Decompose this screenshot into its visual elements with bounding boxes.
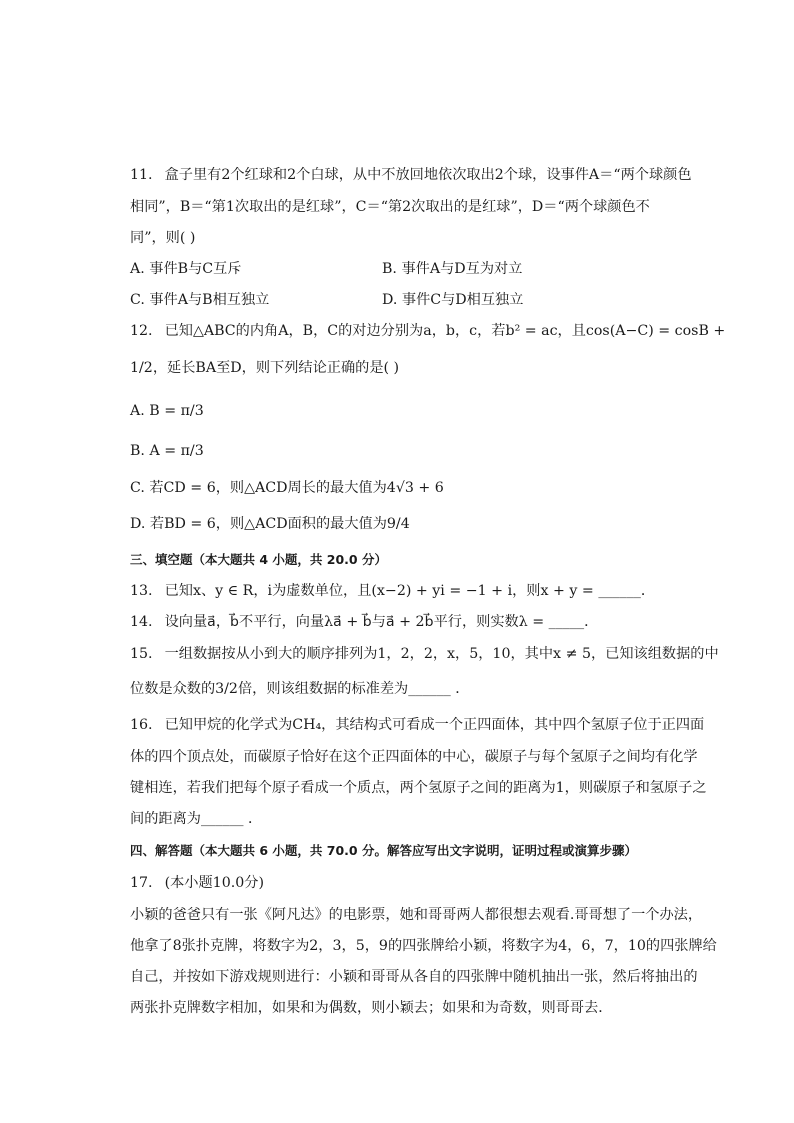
- q13-text: 已知x、y ∈ R，i为虚数单位，且(x−2) + yi = −1 + i，则x + y = ______．: [164, 583, 656, 599]
- q11-number: 11.: [130, 167, 153, 183]
- q16-text-1: 已知甲烷的化学式为CH₄，其结构式可看成一个正四面体，其中四个氢原子位于正四面: [164, 717, 705, 733]
- q13-number: 13.: [130, 583, 153, 599]
- q15-text-1: 一组数据按从小到大的顺序排列为1，2，2，x，5，10，其中x ≠ 5，已知该组数据的中: [164, 646, 719, 662]
- q12-option-a: A. B = π/3: [130, 403, 204, 419]
- q16-line2: 体的四个顶点处，而碳原子恰好在这个正四面体的中心，碳原子与每个氢原子之间均有化学: [130, 749, 698, 765]
- q11-option-c: C. 事件A与B相互独立: [130, 292, 270, 308]
- q15-line2: 位数是众数的3/2倍，则该组数据的标准差为______ ．: [130, 681, 470, 697]
- q11-option-a: A. 事件B与C互斥: [130, 261, 242, 277]
- q17-header: [130, 874, 264, 892]
- q16-line3: 键相连，若我们把每个原子看成一个质点，两个氢原子之间的距离为1，则碳原子和氢原子之: [130, 780, 707, 796]
- q11-line1: [130, 166, 692, 184]
- q12-option-b: B. A = π/3: [130, 443, 204, 459]
- q11-option-d: D. 事件C与D相互独立: [382, 292, 524, 308]
- q11-line2: 相同”，B＝“第1次取出的是红球”，C＝“第2次取出的是红球”，D＝“两个球颜色不: [130, 199, 650, 215]
- q12-number: 12.: [130, 323, 153, 339]
- q16-line4: 间的距离为______ ．: [130, 811, 263, 827]
- q13: [130, 582, 655, 600]
- q17-line1: 小颖的爸爸只有一张《阿凡达》的电影票，她和哥哥两人都很想去观看.哥哥想了一个办法，: [130, 907, 703, 923]
- q11-option-b: B. 事件A与D互为对立: [382, 261, 523, 277]
- q11-line3: 同”，则( ): [130, 230, 196, 246]
- q17-number: 17.: [130, 875, 153, 891]
- q12-line2: 1/2，延长BA至D，则下列结论正确的是( ): [130, 360, 400, 376]
- q17-line4: 两张扑克牌数字相加，如果和为偶数，则小颖去；如果和为奇数，则哥哥去．: [130, 1000, 613, 1016]
- q14-text: 设向量a⃗，b⃗不平行，向量λa⃗ + b⃗与a⃗ + 2b⃗平行，则实数λ = _____．: [164, 614, 599, 630]
- q12-line1: [130, 322, 725, 340]
- q16-number: 16.: [130, 717, 153, 733]
- q15-number: 15.: [130, 646, 153, 662]
- q12-option-d: D. 若BD = 6，则△ACD面积的最大值为9/4: [130, 516, 410, 532]
- q11-text-1: 盒子里有2个红球和2个白球，从中不放回地依次取出2个球，设事件A＝“两个球颜色: [164, 167, 692, 183]
- section-fill-in-title: 三、填空题（本大题共 4 小题，共 20.0 分）: [130, 552, 387, 567]
- q17-line3: 自己，并按如下游戏规则进行：小颖和哥哥从各自的四张牌中随机抽出一张，然后将抽出的: [130, 969, 698, 985]
- q17-score: (本小题10.0分): [164, 875, 264, 891]
- q16-line1: [130, 716, 704, 734]
- q14-number: 14.: [130, 614, 153, 630]
- q17-line2: 他拿了8张扑克牌，将数字为2，3，5，9的四张牌给小颖，将数字为4，6，7，10的四张牌给: [130, 938, 717, 954]
- q12-option-c: C. 若CD = 6，则△ACD周长的最大值为4√3 + 6: [130, 480, 444, 496]
- q15-line1: [130, 645, 719, 663]
- q14: [130, 613, 598, 631]
- section-answer-title: 四、解答题（本大题共 6 小题，共 70.0 分。解答应写出文字说明，证明过程或演算步骤）: [130, 843, 637, 858]
- q12-text-1: 已知△ABC的内角A，B，C的对边分别为a，b，c，若b² = ac，且cos(A−C) = cosB +: [164, 323, 726, 339]
